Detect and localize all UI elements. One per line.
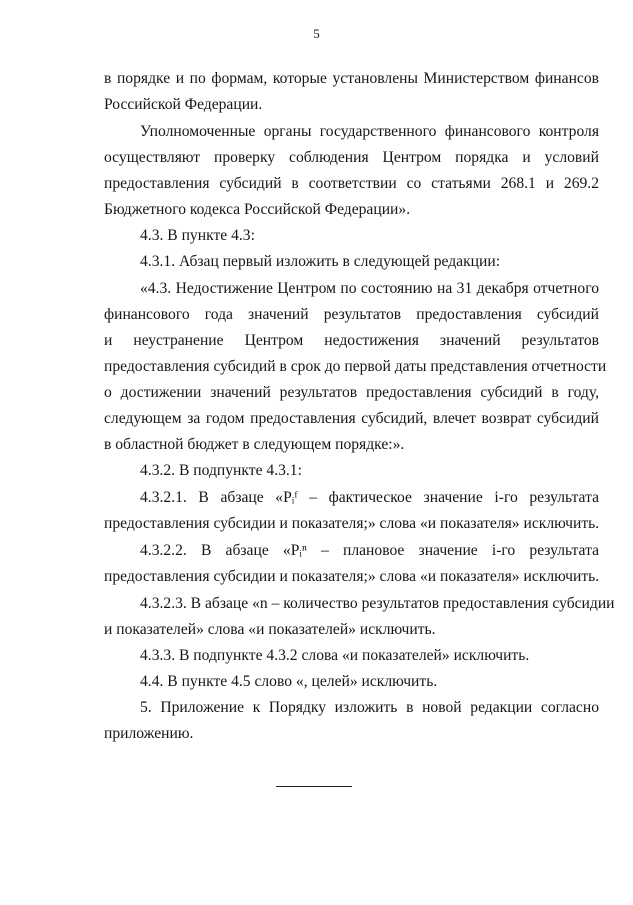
text-line: предоставления субсидий в срок до первой даты представления отчетности <box>104 358 607 375</box>
text-line: следующем за годом предоставления субсидий, влечет возврат субсидий <box>104 410 599 427</box>
text-line: «4.3. Недостижение Центром по состоянию на 31 декабря отчетного <box>140 280 599 297</box>
closing-rule <box>276 786 352 787</box>
text-line: в порядке и по формам, которые установлены Министерством финансов <box>104 70 599 87</box>
text-line: Бюджетного кодекса Российской Федерации». <box>104 201 411 218</box>
text-line: финансового года значений результатов предоставления субсидий <box>104 306 599 323</box>
text-line: о достижении значений результатов предоставления субсидий в году, <box>104 384 599 401</box>
text-line: и неустранение Центром недостижения значений результатов <box>104 332 599 349</box>
text-line: и показателей» слова «и показателей» исключить. <box>104 621 436 638</box>
text-line: 4.3.2.1. В абзаце «Pᵢᶠ – фактическое значение i-го результата <box>140 489 599 506</box>
text-line: 4.4. В пункте 4.5 слово «, целей» исключить. <box>140 673 438 690</box>
text-line: Уполномоченные органы государственного финансового контроля <box>140 123 599 140</box>
text-line: 4.3.1. Абзац первый изложить в следующей редакции: <box>140 253 501 270</box>
text-line: 4.3.3. В подпункте 4.3.2 слова «и показателей» исключить. <box>140 647 530 664</box>
text-line: предоставления субсидий в соответствии со статьями 268.1 и 269.2 <box>104 175 599 192</box>
text-line: в областной бюджет в следующем порядке:». <box>104 436 405 453</box>
text-line: 4.3. В пункте 4.3: <box>140 227 255 244</box>
text-line: приложению. <box>104 725 194 742</box>
text-line: Российской Федерации. <box>104 96 263 113</box>
text-line: 4.3.2. В подпункте 4.3.1: <box>140 462 302 479</box>
text-line: предоставления субсидии и показателя;» слова «и показателя» исключить. <box>104 568 600 585</box>
text-line: 5. Приложение к Порядку изложить в новой редакции согласно <box>140 699 599 716</box>
body-text <box>104 66 615 747</box>
text-line: осуществляют проверку соблюдения Центром порядка и условий <box>104 149 599 166</box>
page-number: 5 <box>313 26 320 41</box>
text-line: 4.3.2.2. В абзаце «Pᵢⁿ – плановое значение i-го результата <box>140 542 599 559</box>
text-line: предоставления субсидии и показателя;» слова «и показателя» исключить. <box>104 515 600 532</box>
text-line: 4.3.2.3. В абзаце «n – количество результатов предоставления субсидии <box>140 595 615 612</box>
